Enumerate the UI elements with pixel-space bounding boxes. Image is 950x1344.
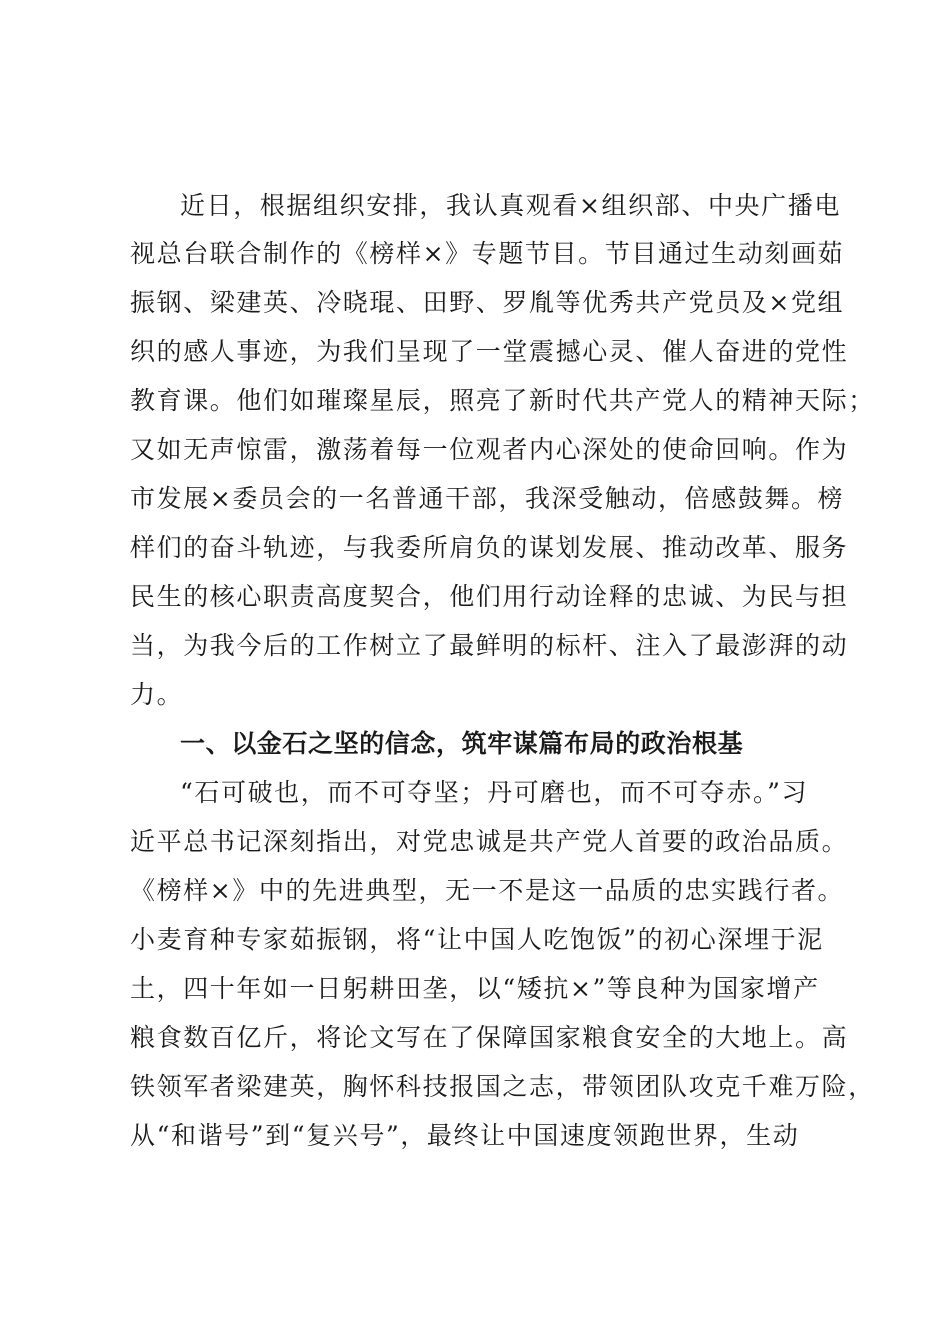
paragraph-line: 近平总书记深刻指出，对党忠诚是共产党人首要的政治品质。 [130,827,849,856]
paragraph-line: 民生的核心职责高度契合，他们用行动诠释的忠诚、为民与担 [130,582,849,611]
section-heading: 一、以金石之坚的信念，筑牢谋篇布局的政治根基 [180,729,744,758]
paragraph-line: 样们的奋斗轨迹，与我委所肩负的谋划发展、推动改革、服务 [130,533,849,562]
paragraph-line: 《榜样×》中的先进典型，无一不是这一品质的忠实践行者。 [130,876,845,905]
paragraph-line: 市发展×委员会的一名普通干部，我深受触动，倍感鼓舞。榜 [130,484,845,513]
paragraph-line: 又如无声惊雷，激荡着每一位观者内心深处的使命回响。作为 [130,435,849,464]
paragraph-line: 教育课。他们如璀璨星辰，照亮了新时代共产党人的精神天际； [130,386,875,415]
paragraph-line: 振钢、梁建英、冷晓琨、田野、罗胤等优秀共产党员及×党组 [130,288,845,317]
paragraph-line: “石可破也，而不可夺坚；丹可磨也，而不可夺赤。”习 [180,778,809,807]
paragraph-line: 铁领军者梁建英，胸怀科技报国之志，带领团队攻克千难万险， [130,1072,875,1101]
paragraph-line: 粮食数百亿斤，将论文写在了保障国家粮食安全的大地上。高 [130,1023,849,1052]
paragraph-line: 土，四十年如一日躬耕田垄，以“矮抗×”等良种为国家增产 [130,974,820,1003]
paragraph-line: 视总台联合制作的《榜样×》专题节目。节目通过生动刻画茹 [130,239,845,268]
paragraph-line: 力。 [130,680,184,709]
paragraph-line: 织的感人事迹，为我们呈现了一堂震撼心灵、催人奋进的党性 [130,337,849,366]
paragraph-line: 小麦育种专家茹振钢，将“让中国人吃饱饭”的初心深埋于泥 [130,925,824,954]
paragraph-line: 当，为我今后的工作树立了最鲜明的标杆、注入了最澎湃的动 [130,631,849,660]
paragraph-line: 近日，根据组织安排，我认真观看×组织部、中央广播电 [180,191,841,220]
paragraph-line: 从“和谐号”到“复兴号”，最终让中国速度领跑世界，生动 [130,1121,800,1150]
